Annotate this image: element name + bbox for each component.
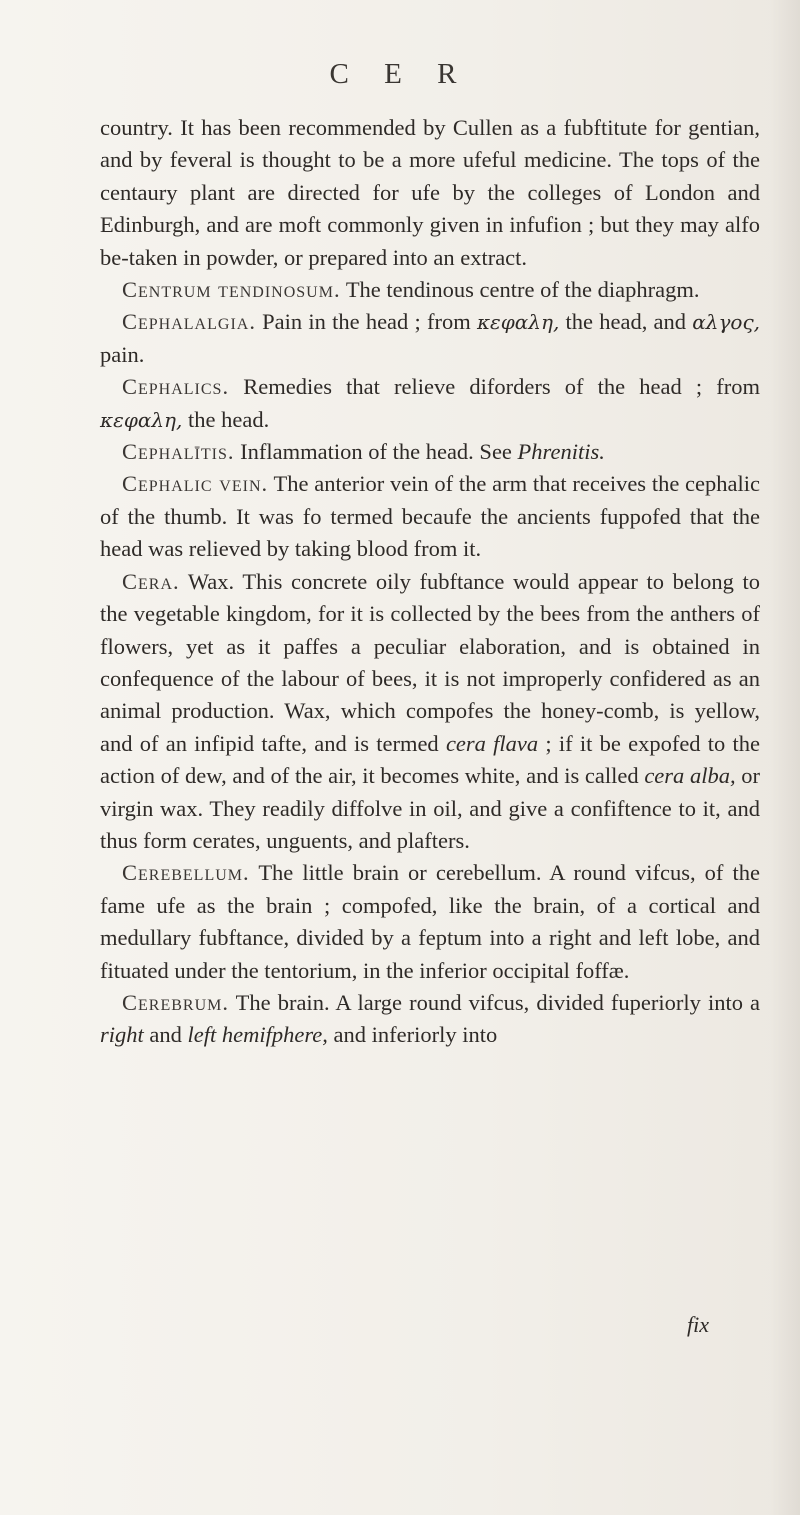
definition: The tendinous centre of the diaphragm. bbox=[345, 277, 700, 303]
greek-term: αλγος, bbox=[692, 310, 760, 335]
headword: Cephalītis. bbox=[122, 439, 235, 465]
latin-term: cera alba, bbox=[644, 763, 736, 789]
headword: Cephalic vein. bbox=[122, 471, 269, 497]
definition: The anterior vein of the arm that receives the cephalic of the thumb. It was fo termed becaufe the ancients fuppofed that the head was relieved by taking blood from it. bbox=[100, 471, 760, 562]
page-body bbox=[100, 112, 760, 1052]
catchword: fix bbox=[687, 1312, 709, 1337]
entry-cephalalgia bbox=[100, 306, 760, 371]
greek-term: κεφαλη, bbox=[476, 310, 560, 335]
continuation-paragraph: country. It has been recommended by Cullen as a fubftitute for gentian, and by feveral is thought to be a more ufeful medicine. The tops of the centaury plant are directed for ufe by the colleges of London and Edinburgh, and are moft commonly given in infufion ; but they may alfo be-taken in powder, or prepared into an extract. bbox=[100, 115, 760, 270]
definition: and inferiorly into bbox=[333, 1022, 498, 1048]
definition: Pain in the head ; from bbox=[262, 309, 471, 335]
definition: Remedies that relieve diforders of the head ; from bbox=[243, 374, 760, 400]
definition: The little brain or cerebellum. A round vifcus, of the fame ufe as the brain ; compofed, like the brain, of a cortical and medullary fubftance, divided by a feptum into a right and left lobe, and fituated under the tentorium, in the inferior occipital foffæ. bbox=[100, 860, 760, 983]
entry-cephalics bbox=[100, 371, 760, 436]
entry-centrum-tendinosum bbox=[100, 274, 760, 306]
definition: The brain. A large round vifcus, divided fuperiorly into a bbox=[235, 989, 761, 1015]
greek-term: κεφαλη, bbox=[100, 407, 183, 432]
definition: the head, and bbox=[565, 309, 687, 335]
definition: Inflammation of the head. See bbox=[240, 439, 512, 465]
italic-term: right bbox=[100, 1022, 144, 1048]
definition: or virgin wax. They readily diffolve in oil, and give a confiftence to it, and thus form cerates, unguents, and plafters. bbox=[100, 763, 761, 853]
definition: and bbox=[149, 1022, 182, 1048]
headword: Cerebrum. bbox=[122, 989, 229, 1015]
headword: Centrum tendinosum. bbox=[122, 277, 341, 303]
entry-cephalitis bbox=[100, 436, 760, 468]
definition: the head. bbox=[188, 406, 270, 432]
latin-term: cera flava bbox=[445, 730, 539, 756]
headword: Cerebellum. bbox=[122, 860, 250, 886]
entry-cera bbox=[100, 566, 760, 858]
cross-reference: Phrenitis. bbox=[517, 439, 605, 465]
definition: ; if it be expofed to the action of dew, and of the air, it becomes white, and is called bbox=[100, 730, 761, 789]
headword: Cera. bbox=[122, 568, 180, 594]
entry-cerebrum bbox=[100, 987, 760, 1052]
entry-cerebellum bbox=[100, 857, 760, 987]
definition: pain. bbox=[100, 341, 145, 367]
entry-cephalic-vein bbox=[100, 468, 760, 565]
running-head: C E R bbox=[329, 58, 471, 90]
headword: Cephalics. bbox=[122, 374, 230, 400]
definition: Wax. This concrete oily fubftance would appear to belong to the vegetable kingdom, for it is collected by the bees from the anthers of flowers, yet as it paffes a peculiar elaboration, and is obtained in confequence of the labour of bees, it is not improperly confidered as an animal production. Wax, which compofes the honey-comb, is yellow, and of an infipid tafte, and is termed bbox=[100, 568, 761, 756]
headword: Cephalalgia. bbox=[122, 309, 256, 335]
page-edge-shadow bbox=[770, 0, 800, 1515]
italic-term: left hemifphere, bbox=[187, 1022, 328, 1048]
